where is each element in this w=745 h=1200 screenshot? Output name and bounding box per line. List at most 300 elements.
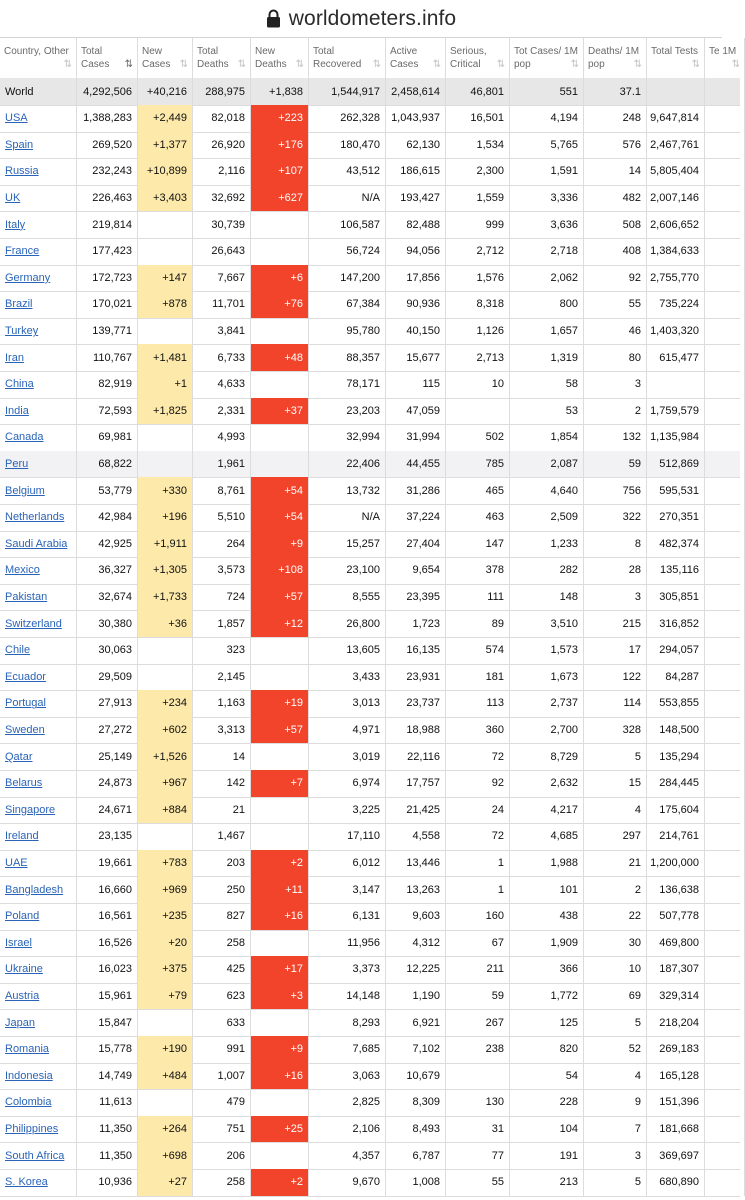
total_recovered-cell: 262,328 <box>309 105 386 132</box>
country-link[interactable]: Italy <box>5 218 26 231</box>
total_tests-cell: 135,116 <box>647 557 705 584</box>
country-link[interactable]: Ireland <box>5 830 39 843</box>
active_cases-cell: 9,603 <box>386 903 446 930</box>
country-link[interactable]: Saudi Arabia <box>5 537 68 550</box>
total_recovered-cell: N/A <box>309 504 386 531</box>
new_deaths-cell: +9 <box>251 1036 309 1063</box>
new_cases-cell: +79 <box>138 983 193 1010</box>
country-cell <box>0 238 77 265</box>
tot_cases_1m-cell: 2,718 <box>510 238 584 265</box>
country-link[interactable]: Pakistan <box>5 591 48 604</box>
total_deaths-cell: 8,761 <box>193 477 251 504</box>
column-header-total_deaths[interactable] <box>193 38 251 78</box>
new_deaths-cell: +25 <box>251 1116 309 1143</box>
country-link[interactable]: Ukraine <box>5 963 43 976</box>
tests_1m-cell <box>705 132 745 159</box>
country-link[interactable]: Canada <box>5 431 44 444</box>
total_cases-cell: 14,749 <box>77 1063 138 1090</box>
country-link[interactable]: S. Korea <box>5 1176 48 1189</box>
tot_cases_1m-cell: 104 <box>510 1116 584 1143</box>
tot_cases_1m-cell: 2,632 <box>510 770 584 797</box>
serious_critical-cell: 1 <box>446 876 510 903</box>
country-link[interactable]: Netherlands <box>5 511 65 524</box>
country-link[interactable]: USA <box>5 112 28 125</box>
total_recovered-cell: 8,555 <box>309 584 386 611</box>
total_cases-cell: 53,779 <box>77 477 138 504</box>
new_cases-cell: +2,449 <box>138 105 193 132</box>
deaths_1m-cell: 114 <box>584 690 647 717</box>
sort-icon[interactable]: ⇅ <box>372 59 381 70</box>
total_cases-cell: 42,984 <box>77 504 138 531</box>
active_cases-cell: 1,008 <box>386 1169 446 1196</box>
serious_critical-cell: 465 <box>446 477 510 504</box>
tot_cases_1m-cell: 2,062 <box>510 265 584 292</box>
total_deaths-cell: 82,018 <box>193 105 251 132</box>
country-link[interactable]: Singapore <box>5 803 56 816</box>
country-cell <box>0 424 77 451</box>
country-cell <box>0 1142 77 1169</box>
new_deaths-cell: +17 <box>251 956 309 983</box>
new_cases-cell: +375 <box>138 956 193 983</box>
sort-icon[interactable]: ⇅ <box>731 59 740 70</box>
world-deaths_1m-cell: 37.1 <box>584 78 647 105</box>
country-cell <box>0 318 77 345</box>
country-link[interactable]: Colombia <box>5 1096 52 1109</box>
active_cases-cell: 6,921 <box>386 1009 446 1036</box>
country-cell <box>0 903 77 930</box>
total_deaths-cell: 1,961 <box>193 451 251 478</box>
new_deaths-cell <box>251 318 309 345</box>
column-header-total_recovered[interactable] <box>309 38 386 78</box>
deaths_1m-cell: 122 <box>584 664 647 691</box>
sort-icon[interactable]: ⇅ <box>237 59 246 70</box>
table-row <box>0 265 740 293</box>
table-row <box>0 717 740 745</box>
country-link[interactable]: Belarus <box>5 777 43 790</box>
new_deaths-cell: +3 <box>251 983 309 1010</box>
total_deaths-cell: 479 <box>193 1089 251 1116</box>
total_deaths-cell: 425 <box>193 956 251 983</box>
world-tot_cases_1m-cell: 551 <box>510 78 584 105</box>
total_tests-cell: 469,800 <box>647 930 705 957</box>
serious_critical-cell: 147 <box>446 531 510 558</box>
new_deaths-cell: +176 <box>251 132 309 159</box>
table-row <box>0 424 740 452</box>
country-link[interactable]: Chile <box>5 644 31 657</box>
column-header-serious_critical[interactable] <box>446 38 510 78</box>
table-row <box>0 371 740 399</box>
new_deaths-cell: +108 <box>251 557 309 584</box>
sort-desc-icon[interactable]: ⇅ <box>124 59 133 70</box>
country-cell <box>0 451 77 478</box>
country-link[interactable]: South Africa <box>5 1149 65 1162</box>
new_deaths-cell <box>251 1089 309 1116</box>
serious_critical-cell: 785 <box>446 451 510 478</box>
table-row <box>0 930 740 958</box>
new_deaths-cell: +627 <box>251 185 309 212</box>
tot_cases_1m-cell: 282 <box>510 557 584 584</box>
tests_1m-cell <box>705 318 745 345</box>
table-row <box>0 823 740 851</box>
deaths_1m-cell: 17 <box>584 637 647 664</box>
country-link[interactable]: Turkey <box>5 325 39 338</box>
total_recovered-cell: 3,019 <box>309 743 386 770</box>
table-row <box>0 1142 740 1170</box>
new_deaths-cell: +57 <box>251 717 309 744</box>
deaths_1m-cell: 3 <box>584 584 647 611</box>
country-cell <box>0 1036 77 1063</box>
tot_cases_1m-cell: 1,657 <box>510 318 584 345</box>
active_cases-cell: 193,427 <box>386 185 446 212</box>
total_tests-cell: 512,869 <box>647 451 705 478</box>
total_cases-cell: 23,135 <box>77 823 138 850</box>
table-row <box>0 318 740 346</box>
total_deaths-cell: 5,510 <box>193 504 251 531</box>
url-display[interactable] <box>0 0 722 37</box>
new_cases-cell <box>138 664 193 691</box>
new_deaths-cell <box>251 743 309 770</box>
tot_cases_1m-cell: 191 <box>510 1142 584 1169</box>
serious_critical-cell <box>446 398 510 425</box>
country-link[interactable]: Poland <box>5 910 40 923</box>
country-link[interactable]: Peru <box>5 458 29 471</box>
column-header-new_cases[interactable] <box>138 38 193 78</box>
tests_1m-cell <box>705 1142 745 1169</box>
deaths_1m-cell: 10 <box>584 956 647 983</box>
tests_1m-cell <box>705 105 745 132</box>
serious_critical-cell: 111 <box>446 584 510 611</box>
deaths_1m-cell: 55 <box>584 291 647 318</box>
new_cases-cell: +484 <box>138 1063 193 1090</box>
country-link[interactable]: Israel <box>5 936 32 949</box>
column-header-total_cases[interactable] <box>77 38 138 78</box>
country-link[interactable]: Bangladesh <box>5 883 64 896</box>
new_deaths-cell <box>251 1009 309 1036</box>
tot_cases_1m-cell: 58 <box>510 371 584 398</box>
tot_cases_1m-cell: 438 <box>510 903 584 930</box>
tests_1m-cell <box>705 770 745 797</box>
total_recovered-cell: 11,956 <box>309 930 386 957</box>
world-total-row <box>0 78 740 106</box>
tests_1m-cell <box>705 823 745 850</box>
total_recovered-cell: 2,106 <box>309 1116 386 1143</box>
tot_cases_1m-cell: 2,737 <box>510 690 584 717</box>
deaths_1m-cell: 7 <box>584 1116 647 1143</box>
active_cases-cell: 37,224 <box>386 504 446 531</box>
total_cases-cell: 16,561 <box>77 903 138 930</box>
total_tests-cell: 136,638 <box>647 876 705 903</box>
deaths_1m-cell: 2 <box>584 876 647 903</box>
total_deaths-cell: 4,633 <box>193 371 251 398</box>
country-cell <box>0 956 77 983</box>
total_tests-cell: 482,374 <box>647 531 705 558</box>
total_tests-cell: 269,183 <box>647 1036 705 1063</box>
total_tests-cell: 284,445 <box>647 770 705 797</box>
tot_cases_1m-cell: 1,673 <box>510 664 584 691</box>
country-link[interactable]: Japan <box>5 1016 35 1029</box>
country-link[interactable]: Brazil <box>5 298 33 311</box>
country-link[interactable]: Iran <box>5 351 24 364</box>
serious_critical-cell: 92 <box>446 770 510 797</box>
deaths_1m-cell: 14 <box>584 158 647 185</box>
total_deaths-cell: 3,573 <box>193 557 251 584</box>
new_cases-cell: +1,481 <box>138 344 193 371</box>
total_tests-cell: 151,396 <box>647 1089 705 1116</box>
new_cases-cell: +969 <box>138 876 193 903</box>
total_tests-cell: 1,200,000 <box>647 850 705 877</box>
country-link[interactable]: Switzerland <box>5 617 62 630</box>
table-header <box>0 38 740 79</box>
deaths_1m-cell: 322 <box>584 504 647 531</box>
country-link[interactable]: Indonesia <box>5 1069 53 1082</box>
sort-icon[interactable]: ⇅ <box>295 59 304 70</box>
active_cases-cell: 23,395 <box>386 584 446 611</box>
tot_cases_1m-cell: 4,640 <box>510 477 584 504</box>
new_cases-cell: +783 <box>138 850 193 877</box>
country-cell <box>0 690 77 717</box>
total_tests-cell: 294,057 <box>647 637 705 664</box>
country-cell <box>0 477 77 504</box>
total_deaths-cell: 1,163 <box>193 690 251 717</box>
total_deaths-cell: 1,467 <box>193 823 251 850</box>
new_deaths-cell <box>251 797 309 824</box>
new_deaths-cell: +37 <box>251 398 309 425</box>
country-cell <box>0 797 77 824</box>
tests_1m-cell <box>705 930 745 957</box>
tests_1m-cell <box>705 876 745 903</box>
tests_1m-cell <box>705 265 745 292</box>
country-link[interactable]: Mexico <box>5 564 40 577</box>
column-header-total_tests[interactable] <box>647 38 705 78</box>
new_cases-cell <box>138 1009 193 1036</box>
total_tests-cell: 615,477 <box>647 344 705 371</box>
new_deaths-cell: +2 <box>251 1169 309 1196</box>
tests_1m-cell <box>705 956 745 983</box>
sort-icon[interactable]: ⇅ <box>570 59 579 70</box>
new_deaths-cell: +16 <box>251 903 309 930</box>
country-link[interactable]: France <box>5 245 40 258</box>
deaths_1m-cell: 5 <box>584 1009 647 1036</box>
new_deaths-cell: +19 <box>251 690 309 717</box>
total_tests-cell: 595,531 <box>647 477 705 504</box>
serious_critical-cell: 574 <box>446 637 510 664</box>
tests_1m-cell <box>705 531 745 558</box>
deaths_1m-cell: 482 <box>584 185 647 212</box>
total_cases-cell: 27,913 <box>77 690 138 717</box>
new_cases-cell: +1,305 <box>138 557 193 584</box>
new_cases-cell: +1 <box>138 371 193 398</box>
country-link[interactable]: Portugal <box>5 697 46 710</box>
tests_1m-cell <box>705 717 745 744</box>
new_cases-cell <box>138 424 193 451</box>
tot_cases_1m-cell: 3,510 <box>510 610 584 637</box>
country-cell <box>0 770 77 797</box>
active_cases-cell: 47,059 <box>386 398 446 425</box>
new_deaths-cell: +54 <box>251 504 309 531</box>
country-cell <box>0 717 77 744</box>
total_deaths-cell: 1,007 <box>193 1063 251 1090</box>
new_deaths-cell: +48 <box>251 344 309 371</box>
total_recovered-cell: 6,974 <box>309 770 386 797</box>
table-row <box>0 1116 740 1144</box>
tot_cases_1m-cell: 4,685 <box>510 823 584 850</box>
table-row <box>0 557 740 585</box>
new_cases-cell: +235 <box>138 903 193 930</box>
column-header-label: Te 1M <box>709 46 737 57</box>
country-cell <box>0 371 77 398</box>
new_cases-cell: +602 <box>138 717 193 744</box>
country-cell <box>0 850 77 877</box>
serious_critical-cell: 463 <box>446 504 510 531</box>
column-header-new_deaths[interactable] <box>251 38 309 78</box>
tests_1m-cell <box>705 451 745 478</box>
total_tests-cell: 148,500 <box>647 717 705 744</box>
new_deaths-cell <box>251 424 309 451</box>
new_deaths-cell <box>251 371 309 398</box>
total_deaths-cell: 2,145 <box>193 664 251 691</box>
table-row <box>0 451 740 479</box>
total_tests-cell: 181,668 <box>647 1116 705 1143</box>
total_recovered-cell: 106,587 <box>309 211 386 238</box>
total_deaths-cell: 3,313 <box>193 717 251 744</box>
new_cases-cell: +36 <box>138 610 193 637</box>
country-link[interactable]: Sweden <box>5 724 45 737</box>
serious_critical-cell: 999 <box>446 211 510 238</box>
serious_critical-cell: 360 <box>446 717 510 744</box>
table-row <box>0 291 740 319</box>
total_deaths-cell: 26,643 <box>193 238 251 265</box>
new_deaths-cell <box>251 211 309 238</box>
sort-icon[interactable]: ⇅ <box>179 59 188 70</box>
new_deaths-cell: +7 <box>251 770 309 797</box>
sort-icon[interactable]: ⇅ <box>432 59 441 70</box>
sort-icon[interactable]: ⇅ <box>633 59 642 70</box>
total_cases-cell: 24,671 <box>77 797 138 824</box>
deaths_1m-cell: 22 <box>584 903 647 930</box>
tot_cases_1m-cell: 1,854 <box>510 424 584 451</box>
tot_cases_1m-cell: 4,217 <box>510 797 584 824</box>
deaths_1m-cell: 5 <box>584 1169 647 1196</box>
tot_cases_1m-cell: 148 <box>510 584 584 611</box>
column-header-tot_cases_1m[interactable] <box>510 38 584 78</box>
world-tests_1m-cell <box>705 78 745 105</box>
active_cases-cell: 10,679 <box>386 1063 446 1090</box>
country-link[interactable]: Austria <box>5 990 40 1003</box>
active_cases-cell: 15,677 <box>386 344 446 371</box>
world-new_deaths-cell: +1,838 <box>251 78 309 105</box>
tests_1m-cell <box>705 690 745 717</box>
country-link[interactable]: UK <box>5 192 21 205</box>
table-row <box>0 398 740 426</box>
country-link[interactable]: Ecuador <box>5 670 46 683</box>
new_cases-cell <box>138 238 193 265</box>
browser-url-bar[interactable] <box>0 0 722 38</box>
country-link[interactable]: Germany <box>5 271 51 284</box>
tests_1m-cell <box>705 477 745 504</box>
total_tests-cell: 2,007,146 <box>647 185 705 212</box>
country-link[interactable]: Russia <box>5 165 39 178</box>
sort-icon[interactable]: ⇅ <box>63 59 72 70</box>
column-header-deaths_1m[interactable] <box>584 38 647 78</box>
table-row <box>0 1009 740 1037</box>
deaths_1m-cell: 59 <box>584 451 647 478</box>
new_cases-cell: +330 <box>138 477 193 504</box>
active_cases-cell: 12,225 <box>386 956 446 983</box>
total_recovered-cell: 3,063 <box>309 1063 386 1090</box>
total_recovered-cell: 3,225 <box>309 797 386 824</box>
total_recovered-cell: 3,147 <box>309 876 386 903</box>
country-cell <box>0 158 77 185</box>
total_cases-cell: 269,520 <box>77 132 138 159</box>
column-header-country[interactable] <box>0 38 77 78</box>
total_recovered-cell: 56,724 <box>309 238 386 265</box>
column-header-active_cases[interactable] <box>386 38 446 78</box>
serious_critical-cell: 502 <box>446 424 510 451</box>
country-link[interactable]: UAE <box>5 857 28 870</box>
country-link[interactable]: Qatar <box>5 750 33 763</box>
tot_cases_1m-cell: 101 <box>510 876 584 903</box>
country-link[interactable]: Philippines <box>5 1123 59 1136</box>
tests_1m-cell <box>705 185 745 212</box>
new_deaths-cell: +107 <box>251 158 309 185</box>
total_recovered-cell: 147,200 <box>309 265 386 292</box>
column-header-label: Deaths/ 1M pop <box>588 46 640 70</box>
deaths_1m-cell: 408 <box>584 238 647 265</box>
sort-icon[interactable]: ⇅ <box>496 59 505 70</box>
deaths_1m-cell: 28 <box>584 557 647 584</box>
total_deaths-cell: 142 <box>193 770 251 797</box>
serious_critical-cell: 113 <box>446 690 510 717</box>
new_cases-cell: +27 <box>138 1169 193 1196</box>
country-link[interactable]: Spain <box>5 138 34 151</box>
tot_cases_1m-cell: 3,636 <box>510 211 584 238</box>
total_cases-cell: 68,822 <box>77 451 138 478</box>
country-link[interactable]: India <box>5 404 29 417</box>
deaths_1m-cell: 15 <box>584 770 647 797</box>
deaths_1m-cell: 2 <box>584 398 647 425</box>
total_cases-cell: 30,380 <box>77 610 138 637</box>
country-link[interactable]: Belgium <box>5 484 45 497</box>
active_cases-cell: 13,446 <box>386 850 446 877</box>
total_deaths-cell: 633 <box>193 1009 251 1036</box>
deaths_1m-cell: 508 <box>584 211 647 238</box>
new_cases-cell: +20 <box>138 930 193 957</box>
total_tests-cell: 1,403,320 <box>647 318 705 345</box>
total_tests-cell: 270,351 <box>647 504 705 531</box>
sort-icon[interactable]: ⇅ <box>691 59 700 70</box>
tests_1m-cell <box>705 291 745 318</box>
serious_critical-cell: 10 <box>446 371 510 398</box>
total_deaths-cell: 724 <box>193 584 251 611</box>
column-header-label: New Deaths <box>255 46 287 70</box>
tests_1m-cell <box>705 637 745 664</box>
country-link[interactable]: China <box>5 378 34 391</box>
total_deaths-cell: 4,993 <box>193 424 251 451</box>
active_cases-cell: 4,312 <box>386 930 446 957</box>
tests_1m-cell <box>705 1036 745 1063</box>
country-link[interactable]: Romania <box>5 1043 50 1056</box>
total_cases-cell: 1,388,283 <box>77 105 138 132</box>
active_cases-cell: 1,043,937 <box>386 105 446 132</box>
country-cell <box>0 1089 77 1116</box>
column-header-tests_1m[interactable] <box>705 38 745 78</box>
total_cases-cell: 15,778 <box>77 1036 138 1063</box>
tot_cases_1m-cell: 4,194 <box>510 105 584 132</box>
active_cases-cell: 82,488 <box>386 211 446 238</box>
column-header-label: Total Tests <box>651 46 699 57</box>
serious_critical-cell: 72 <box>446 743 510 770</box>
tests_1m-cell <box>705 1169 745 1196</box>
